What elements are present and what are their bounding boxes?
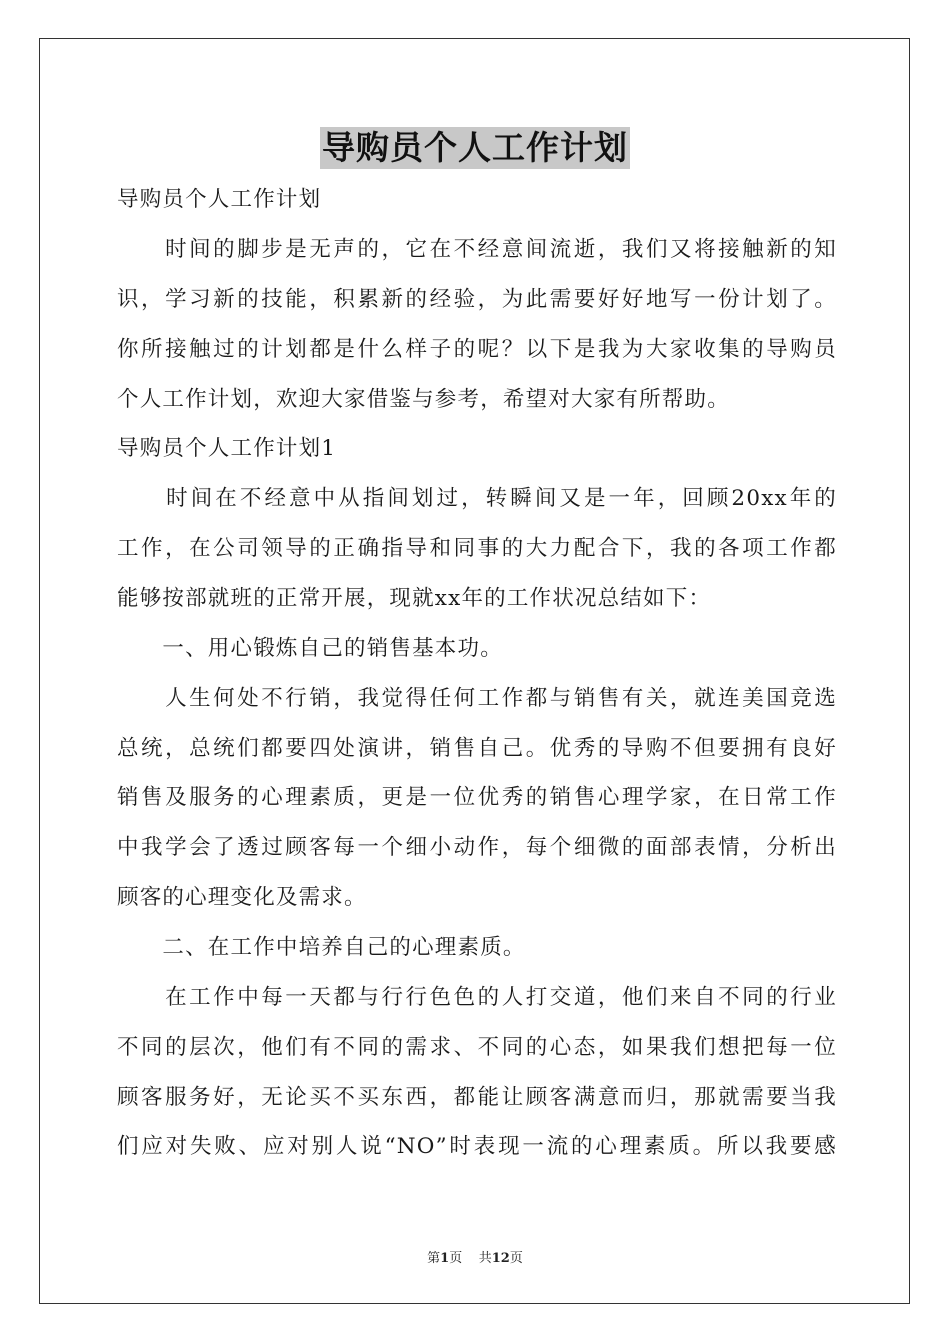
paragraph-line: 总统，总统们都要四处演讲，销售自己。优秀的导购不但要拥有良好 [117, 736, 837, 761]
title-wrap [0, 127, 950, 169]
paragraph-line: 个人工作计划，欢迎大家借鉴与参考，希望对大家有所帮助。 [117, 387, 730, 412]
paragraph-line: 不同的层次，他们有不同的需求、不同的心态，如果我们想把每一位 [117, 1035, 837, 1060]
paragraph-line: 时间的脚步是无声的，它在不经意间流逝，我们又将接触新的知 [117, 237, 837, 262]
paragraph-line: 们应对失败、应对别人说“NO”时表现一流的心理素质。所以我要感 [117, 1134, 837, 1159]
footer-total-prefix: 共 [478, 1251, 492, 1266]
page-footer [0, 1247, 950, 1266]
footer-page-prefix: 第 [427, 1251, 441, 1266]
section-heading: 导购员个人工作计划1 [117, 436, 337, 461]
paragraph-line: 顾客服务好，无论买不买东西，都能让顾客满意而归，那就需要当我 [117, 1085, 837, 1110]
subheading-line: 一、用心锻炼自己的销售基本功。 [117, 636, 503, 661]
footer-total-pages: 12 [491, 1251, 510, 1266]
paragraph-line: 人生何处不行销，我觉得任何工作都与销售有关，就连美国竞选 [117, 686, 837, 711]
paragraph-line: 能够按部就班的正常开展，现就xx年的工作状况总结如下： [117, 586, 712, 611]
footer-page-number: 1 [440, 1251, 450, 1266]
paragraph-line: 中我学会了透过顾客每一个细小动作，每个细微的面部表情，分析出 [117, 835, 837, 860]
page-border [39, 38, 910, 1304]
paragraph-line: 你所接触过的计划都是什么样子的呢？以下是我为大家收集的导购员 [117, 337, 837, 362]
footer-page-suffix: 页 [449, 1251, 463, 1266]
paragraph-line: 时间在不经意中从指间划过，转瞬间又是一年，回顾20xx年的 [117, 486, 837, 511]
paragraph-line: 顾客的心理变化及需求。 [117, 885, 367, 910]
paragraph-line: 销售及服务的心理素质，更是一位优秀的销售心理学家，在日常工作 [117, 785, 837, 810]
paragraph-line: 识，学习新的技能，积累新的经验，为此需要好好地写一份计划了。 [117, 287, 837, 312]
paragraph-line: 在工作中每一天都与行行色色的人打交道，他们来自不同的行业 [117, 985, 837, 1010]
paragraph-line: 工作，在公司领导的正确指导和同事的大力配合下，我的各项工作都 [117, 536, 837, 561]
subheading-line: 二、在工作中培养自己的心理素质。 [117, 935, 526, 960]
subtitle-line: 导购员个人工作计划 [117, 187, 322, 212]
document-title: 导购员个人工作计划 [322, 128, 628, 167]
footer-total-suffix: 页 [509, 1251, 523, 1266]
